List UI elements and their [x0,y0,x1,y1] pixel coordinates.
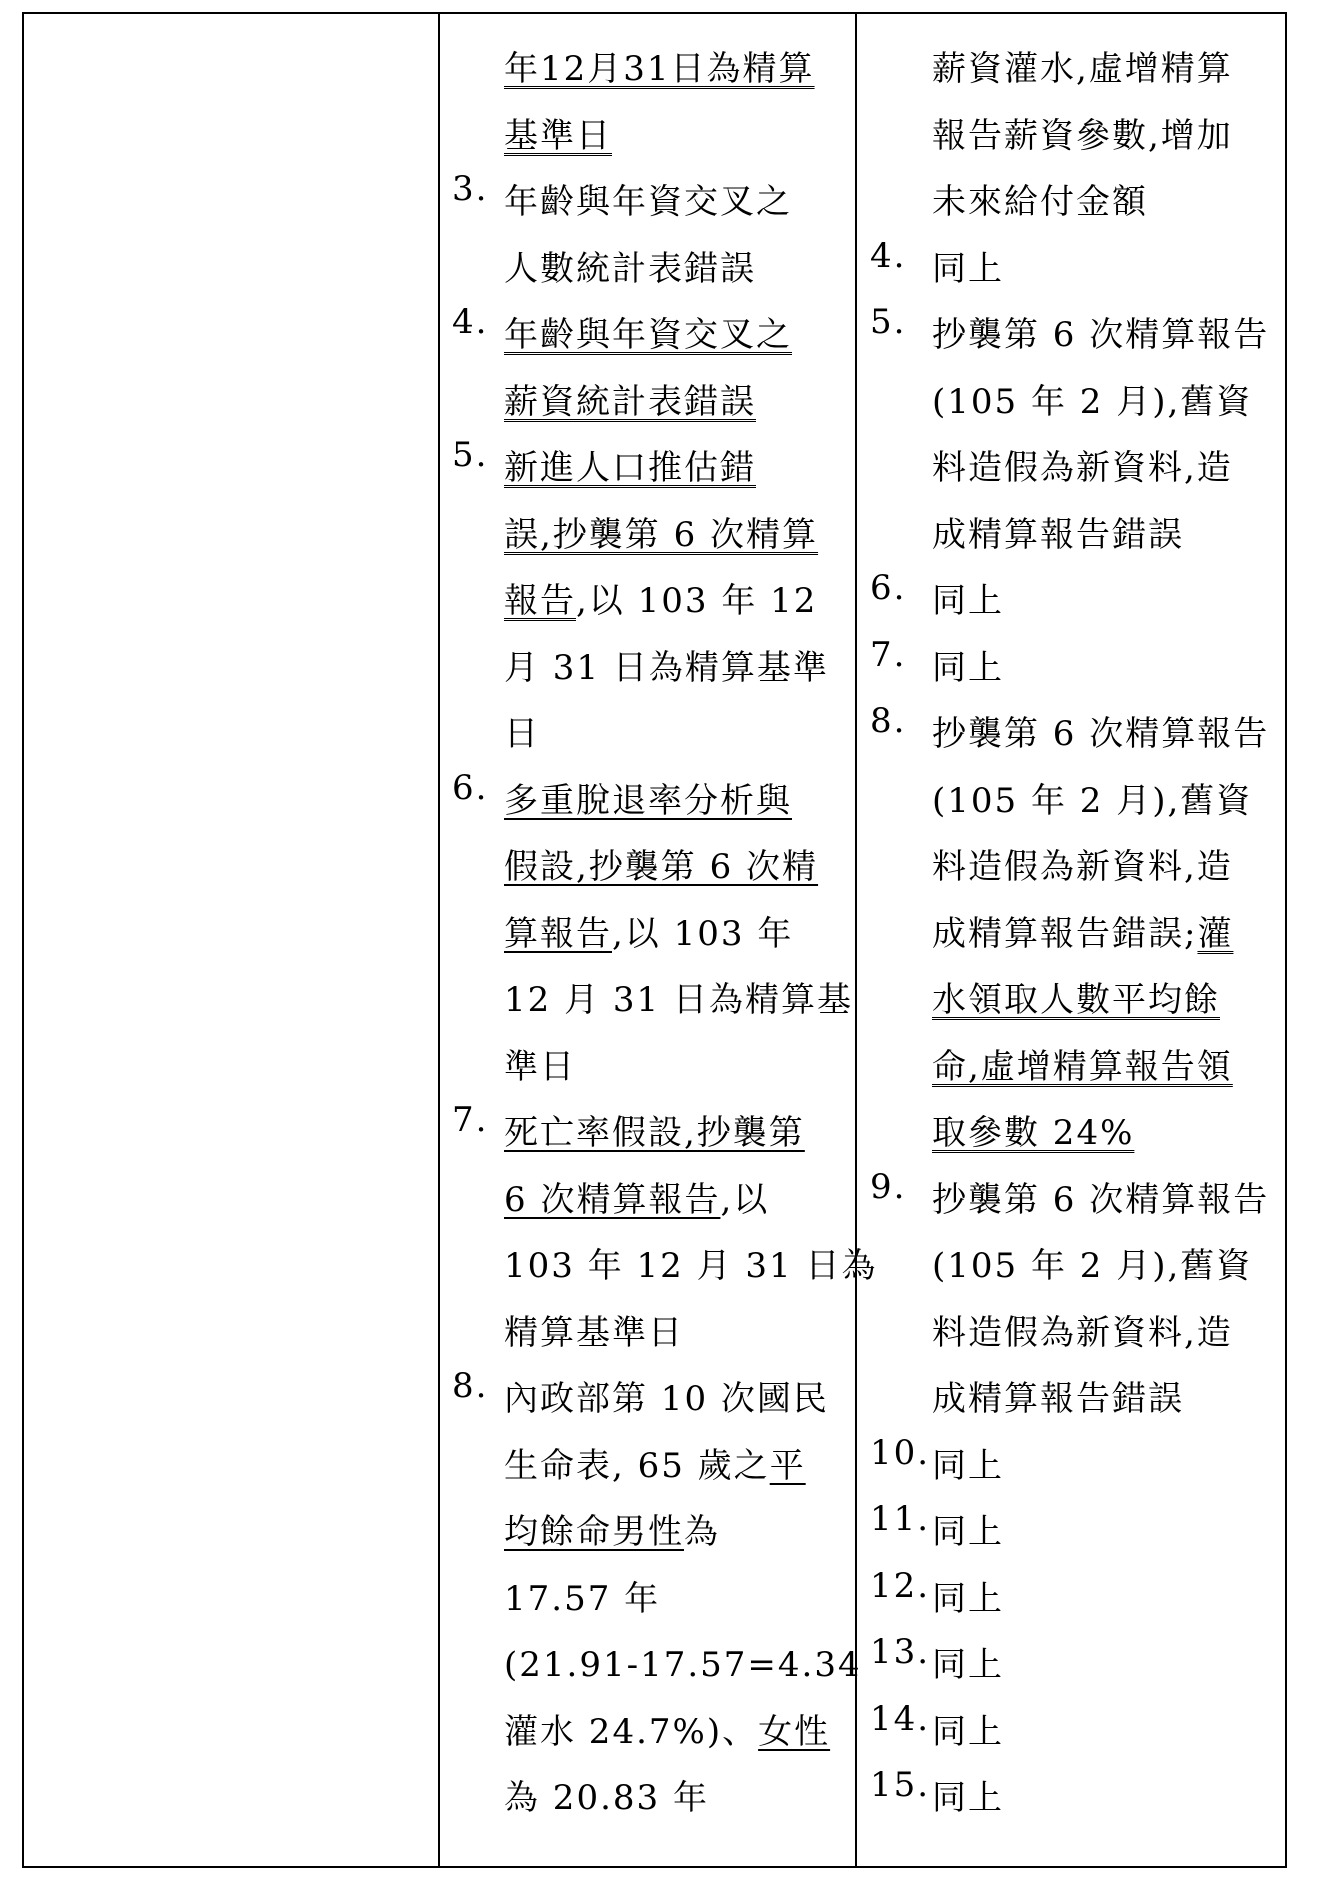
text-line [504,1699,852,1766]
text-line [504,1566,852,1633]
text-segment: 同上 [932,647,1004,688]
text-line [504,103,852,170]
text-line [504,1366,852,1433]
list-item [870,1499,1280,1566]
document-table [22,12,1287,1868]
text-line [932,1034,1280,1101]
text-segment: 女性 [758,1711,831,1752]
text-line [932,568,1280,635]
text-line [932,236,1280,303]
right-column [870,36,1280,1832]
item-number: 4. [870,235,907,276]
list-item [870,1699,1280,1766]
text-line [504,1765,852,1832]
item-number: 12. [870,1565,931,1606]
text-segment: 日 [504,714,540,754]
text-segment: 算報告 [504,913,612,954]
text-segment: 平 [769,1445,806,1486]
text-segment: 同上 [932,1512,1004,1552]
text-line [504,1100,852,1167]
text-segment: (105 年 2 月),舊資 [932,381,1253,422]
text-line [932,103,1280,170]
text-line [932,768,1280,835]
text-line [932,701,1280,768]
text-line [932,901,1280,968]
text-segment: 報告薪資參數,增加 [932,115,1233,156]
text-segment: 6 次精算報告 [504,1179,721,1220]
column-divider-right [855,14,857,1866]
text-segment: 為 [684,1512,720,1552]
list-item [452,1366,862,1832]
text-line [504,36,852,103]
text-line [932,1100,1280,1167]
text-segment: 誤,抄襲第 6 次精算 [504,514,819,555]
list-item [870,302,1280,568]
text-segment: (105 年 2 月),舊資 [932,780,1253,821]
text-segment: 準日 [504,1046,576,1087]
list-item [870,635,1280,702]
text-line [504,1433,852,1500]
text-segment: 月 31 日為精算基準 [504,647,829,688]
text-line [932,635,1280,702]
text-segment: 薪資統計表錯誤 [504,381,756,422]
text-segment: 同上 [932,1645,1004,1685]
text-line [504,568,852,635]
text-line [932,1366,1280,1433]
text-line [932,967,1280,1034]
list-item [870,701,1280,1167]
text-line [932,36,1280,103]
text-line [504,701,852,768]
text-line [932,1233,1280,1300]
text-segment: 薪資灌水,虛增精算 [932,49,1233,89]
text-segment: 命,虛增精算報告領 [932,1046,1233,1087]
text-segment: 年12月31日為精算 [504,49,815,89]
text-line [932,1699,1280,1766]
text-line [932,1167,1280,1234]
text-segment: 料造假為新資料,造 [932,448,1233,488]
text-line [932,435,1280,502]
text-segment: 同上 [932,1578,1004,1619]
text-segment: 年齡與年資交叉之 [504,182,792,222]
text-segment: 同上 [932,581,1004,621]
item-number: 7. [870,634,907,675]
text-line [504,1167,852,1234]
text-line [932,502,1280,569]
list-item [870,1632,1280,1699]
text-line [932,1566,1280,1633]
list-item [870,1167,1280,1433]
text-line [504,834,852,901]
text-segment: 成精算報告錯誤 [932,1379,1184,1419]
text-line [504,1233,878,1300]
list-item [452,36,852,169]
text-segment: 報告 [504,581,576,621]
text-line [504,369,852,436]
text-line [504,502,852,569]
list-item [452,169,852,302]
text-segment: 灌水 24.7%)、 [504,1711,759,1752]
text-line [504,302,852,369]
text-line [504,635,852,702]
list-item [452,435,852,768]
text-segment: 多重脫退率分析與 [504,780,792,821]
text-segment: 抄襲第 6 次精算報告 [932,315,1270,355]
item-number: 4. [452,302,489,342]
text-segment: 死亡率假設,抄襲第 [504,1113,805,1153]
text-segment: 103 年 12 月 31 日為 [504,1246,878,1286]
text-segment: 成精算報告錯誤 [932,514,1184,555]
text-line [932,169,1280,236]
item-number: 3. [452,169,489,209]
item-number: 5. [452,435,489,475]
text-segment: 同上 [932,1445,1004,1486]
text-segment: 灌 [1197,913,1234,954]
text-segment: 成精算報告錯誤; [932,913,1198,954]
item-number: 15. [870,1765,931,1805]
list-item [870,1765,1280,1832]
text-line [932,1499,1280,1566]
item-number: 13. [870,1632,931,1672]
item-number: 6. [870,568,907,608]
text-line [504,169,852,236]
list-item [452,302,852,435]
item-number: 11. [870,1499,931,1539]
list-item [870,568,1280,635]
list-item [870,1566,1280,1633]
list-item [452,768,852,1101]
text-line [932,1300,1280,1367]
text-segment: 精算基準日 [504,1312,684,1353]
item-number: 8. [452,1366,489,1406]
list-item [452,1100,878,1366]
column-divider-left [438,14,440,1866]
text-segment: (105 年 2 月),舊資 [932,1246,1253,1286]
text-segment: (21.91-17.57=4.34 [504,1645,862,1685]
text-line [932,1433,1280,1500]
text-segment: 年齡與年資交叉之 [504,315,792,355]
text-line [932,1765,1280,1832]
text-line [504,236,852,303]
middle-column [452,36,878,1832]
text-line [932,302,1280,369]
list-item [870,36,1280,236]
text-segment: 同上 [932,1711,1004,1752]
text-segment: 新進人口推估錯 [504,448,756,488]
text-segment: 生命表, 65 歲之 [504,1445,770,1486]
item-number: 14. [870,1698,931,1739]
text-segment: 取參數 24% [932,1113,1135,1153]
text-line [504,1632,862,1699]
text-segment: 人數統計表錯誤 [504,248,756,289]
text-segment: 同上 [932,1778,1004,1818]
text-segment: 水領取人數平均餘 [932,980,1220,1020]
text-segment: 假設,抄襲第 6 次精 [504,847,819,887]
list-item [870,1433,1280,1500]
text-segment: 內政部第 10 次國民 [504,1379,829,1419]
text-segment: 為 20.83 年 [504,1778,709,1818]
item-number: 8. [870,701,907,741]
text-segment: ,以 103 年 12 [576,581,818,621]
text-line [932,1632,1280,1699]
text-segment: 料造假為新資料,造 [932,847,1233,887]
item-number: 5. [870,302,907,342]
text-line [504,435,852,502]
text-segment: 同上 [932,248,1004,289]
text-line [932,834,1280,901]
text-segment: 未來給付金額 [932,182,1148,222]
text-segment: 抄襲第 6 次精算報告 [932,714,1270,754]
item-number: 7. [452,1100,489,1140]
text-segment: ,以 103 年 [612,913,794,954]
text-line [504,901,852,968]
item-number: 6. [452,767,489,808]
text-segment: 12 月 31 日為精算基 [504,980,853,1020]
text-line [504,1499,852,1566]
text-line [504,967,852,1034]
text-line [504,768,852,835]
text-segment: 料造假為新資料,造 [932,1312,1233,1353]
text-line [932,369,1280,436]
text-segment: 基準日 [504,115,612,156]
text-segment: ,以 [720,1179,770,1220]
text-segment: 均餘命男性 [504,1512,684,1552]
item-number: 9. [870,1166,907,1207]
text-segment: 抄襲第 6 次精算報告 [932,1179,1270,1220]
item-number: 10. [870,1432,931,1473]
text-line [504,1300,852,1367]
list-item [870,236,1280,303]
text-segment: 17.57 年 [504,1578,661,1619]
text-line [504,1034,852,1101]
